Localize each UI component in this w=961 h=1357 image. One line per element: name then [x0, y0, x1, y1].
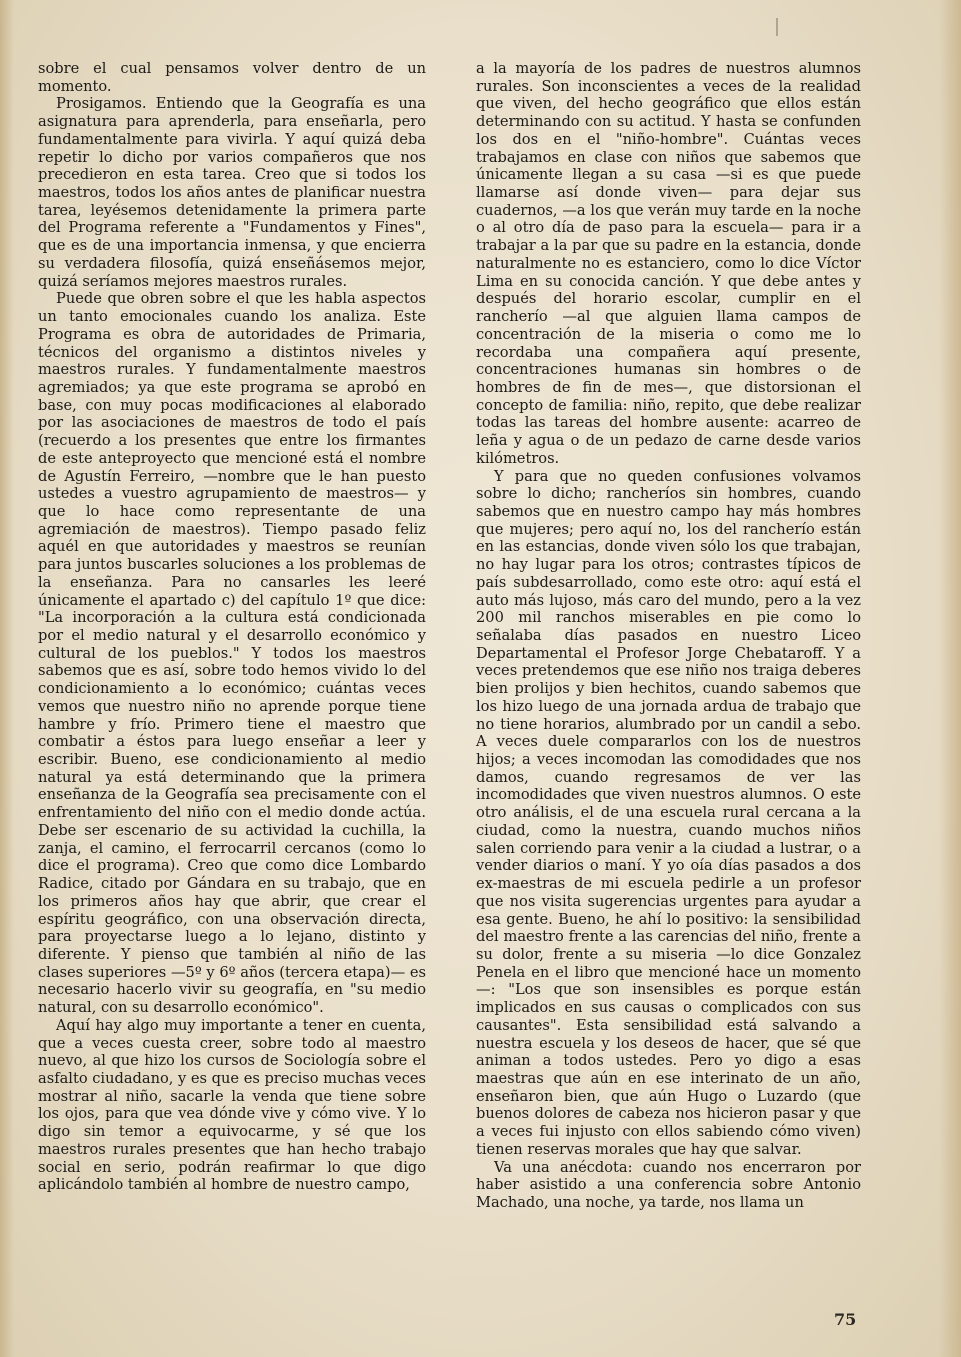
paragraph: a la mayoría de los padres de nuestros alumnos rurales. Son inconscientes a veces de la realidad que viven, del hecho geográfico que ellos están determinando con su actitud. Y hasta se confunden los dos en el "niño-hombre". Cuántas veces trabajamos en clase con niños que sabemos que únicamente llegan a su casa —si es que puede llamarse así donde viven— para dejar sus cuadernos, —a los que verán muy tarde en la noche o al otro día de paso para la escuela— para ir a trabajar a la par que su padre en la estancia, donde naturalmente no es estanciero, como lo dice Víctor Lima en su conocida canción. Y que debe antes y después del horario escolar, cumplir en el rancherío —al que alguien llama campos de concentración de la miseria o como me lo recordaba una compañera aquí presente, concentraciones humanas sin hombres o de hombres de fin de mes—, que distorsionan el concepto de familia: niño, repito, que debe realizar todas las tareas del hombre ausente: acarreo de leña y agua o de un pedazo de carne desde varios kilómetros.	[476, 60, 861, 467]
page-edge-shadow-right	[939, 0, 961, 1357]
page-edge-shadow-left	[0, 0, 14, 1357]
paragraph: Y para que no queden confusiones volvamos sobre lo dicho; rancheríos sin hombres, cuando sabemos que en nuestro campo hay más hombres que mujeres; pero aquí no, los del rancherío están en las estancias, donde viven sólo los que trabajan, no hay lugar para los otros; contrastes típicos de país subdesarrollado, como este otro: aquí está el auto más lujoso, más caro del mundo, pero a la vez 200 mil ranchos miserables en pie como lo señalaba días pasados en nuestro Liceo Departamental el Profesor Jorge Chebataroff. Y a veces pretendemos que ese niño nos traiga deberes bien prolijos y bien hechitos, cuando sabemos que los hizo luego de una jornada ardua de trabajo que no tiene horarios, alumbrado por un candil a sebo. A veces duele compararlos con los de nuestros hijos; a veces incomodan las comodidades que nos damos, cuando regresamos de ver las incomodidades que viven nuestros alumnos. O este otro análisis, el de una escuela rural cercana a la ciudad, como la nuestra, cuando muchos niños salen corriendo para venir a la ciudad a lustrar, o a vender diarios o maní. Y yo oía días pasados a dos ex-maestras de mi escuela pedirle a un profesor que nos visita sugerencias urgentes para ayudar a esa gente. Bueno, he ahí lo positivo: la sensibilidad del maestro frente a las carencias del niño, frente a su dolor, frente a su miseria —lo dice Gonzalez Penela en el libro que mencioné hace un momento—: "Los que son insensibles es porque están implicados en sus causas o complicados con sus causantes". Esta sensibilidad está salvando a nuestra escuela y los deseos de hacer, que sé que animan a todos ustedes. Pero yo digo a esas maestras que aún en ese interinato de un año, enseñaron bien, que aún Hugo o Luzardo (que buenos dolores de cabeza nos hicieron pasar y que a veces fui injusto con ellos sabiendo cómo viven) tienen reservas morales que hay que salvar.	[476, 467, 861, 1158]
paragraph: Puede que obren sobre el que les habla aspectos un tanto emocionales cuando los analiza. Este Programa es obra de autoridades de Primaria, técnicos del organismo a distintos niveles y maestros rurales. Y fundamentalmente maestros agremiados; ya que este programa se aprobó en base, con muy pocas modificaciones al elaborado por las asociaciones de maestros de todo el país (recuerdo a los presentes que entre los firmantes de este anteproyecto que mencioné está el nombre de Agustín Ferreiro, —nombre que le han puesto ustedes a vuestro agrupamiento de maestros— y que lo hace como representante de una agremiación de maestros). Tiempo pasado feliz aquél en que autoridades y maestros se reunían para juntos buscarles soluciones a los problemas de la enseñanza. Para no cansarles les leeré únicamente el apartado c) del capítulo 1º que dice: "La incorporación a la cultura está condicionada por el medio natural y el desarrollo económico y cultural de los pueblos." Y todos los maestros sabemos que es así, sobre todo hemos vivido lo del condicionamiento a lo económico; cuántas veces vemos que nuestro niño no aprende porque tiene hambre y frío. Primero tiene el maestro que combatir a éstos para luego enseñar a leer y escribir. Bueno, ese condicionamiento al medio natural ya está determinando que la primera enseñanza de la Geografía sea precisamente con el enfrentamiento del niño con el medio donde actúa. Debe ser escenario de su actividad la cuchilla, la zanja, el camino, el ferrocarril cercanos (como lo dice el programa). Creo que como dice Lombardo Radice, citado por Gándara en su trabajo, que en los primeros años hay que abrir, que crear el espíritu geográfico, con una observación directa, para proyectarse luego a lo lejano, distinto y diferente. Y pienso que también al niño de las clases superiores —5º y 6º años (tercera etapa)— es necesario hacerlo vivir su geografía, en "su medio natural, con su desarrollo económico".	[38, 290, 426, 1017]
page-number: 75	[834, 1310, 857, 1329]
paragraph: Va una anécdota: cuando nos encerraron por haber asistido a una conferencia sobre Antonio Machado, una noche, ya tarde, nos llama un	[476, 1158, 861, 1211]
paragraph: Aquí hay algo muy importante a tener en cuenta, que a veces cuesta creer, sobre todo al maestro nuevo, al que hizo los cursos de Sociología sobre el asfalto ciudadano, y es que es preciso muchas veces mostrar al niño, sacarle la venda que tiene sobre los ojos, para que vea dónde vive y cómo vive. Y lo digo sin temor a equivocarme, y sé que los maestros rurales presentes que han hecho trabajo social en serio, podrán reafirmar lo que digo aplicándolo también al hombre de nuestro campo,	[38, 1016, 426, 1194]
text-column-left	[38, 60, 426, 1194]
paragraph: sobre el cual pensamos volver dentro de un momento.	[38, 60, 426, 95]
paragraph: Prosigamos. Entiendo que la Geografía es una asignatura para aprenderla, para enseñarla, pero fundamentalmente para vivirla. Y aquí quizá deba repetir lo dicho por varios compañeros que nos precedieron en esta tarea. Creo que si todos los maestros, todos los años antes de planificar nuestra tarea, leyésemos detenidamente la primera parte del Programa referente a "Fundamentos y Fines", que es de una importancia inmensa, y que encierra su verdadera filosofía, quizá enseñásemos mejor, quizá seríamos mejores maestros rurales.	[38, 95, 426, 290]
printer-mark	[776, 18, 778, 36]
text-column-right	[476, 60, 861, 1212]
